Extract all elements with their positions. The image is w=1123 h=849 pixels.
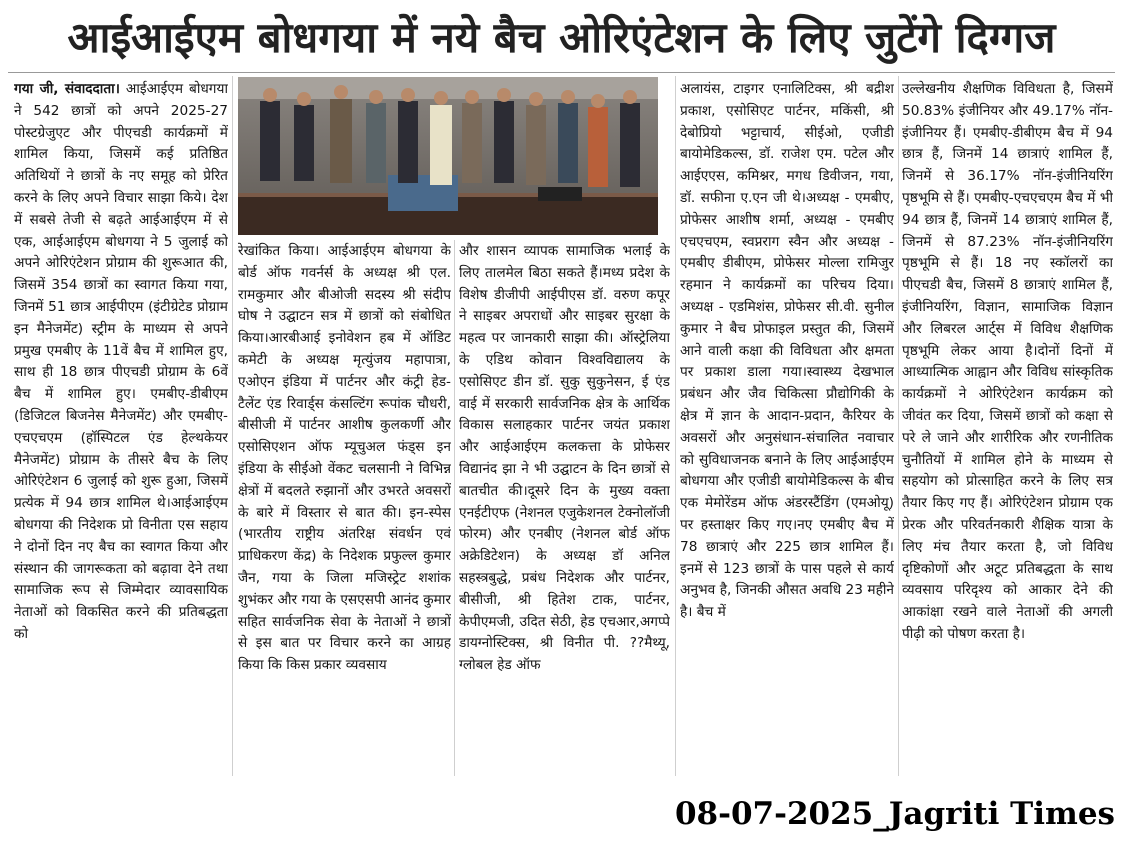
column-divider [675, 76, 676, 776]
article-column-4 [680, 79, 894, 777]
headline: आईआईएम बोधगया में नये बैच ओरिएंटेशन के लिए जुटेंगे दिग्गज [67, 13, 1056, 62]
article-text-4: अलायंस, टाइगर एनालिटिक्स, श्री बद्रीश प्रकाश, एसोसिएट पार्टनर, मकिंसी, श्री देबोप्रियो भट्टाचार्य, सीईओ, एजीडी बायोमेडिकल्स, डॉ. राजेश एम. पटेल और आईएएस, कमिश्नर, मगध डिवीजन, गया, डॉ. सफीना ए.एन जी थे।अध्यक्ष - एमबीए, प्रोफेसर आशीष शर्मा, अध्यक्ष - एमबीए एचएचएम, स्वप्नराग स्वैन और अध्यक्ष - एमबीए डीबीएम, प्रोफेसर मोल्ला रामिजुर रहमान ने कार्यक्रमों का परिचय दिया। अध्यक्ष - एडमिशंस, प्रोफेसर सी.वी. सुनील कुमार ने बैच प्रोफाइल प्रस्तुत की, जिसमें आने वाली कक्षा की विविधता और क्षमता पर प्रकाश डाला गया।स्वास्थ्य देखभाल प्रबंधन और जैव चिकित्सा प्रौद्योगिकी के क्षेत्र में ज्ञान के आदान-प्रदान, कैरियर के अवसरों और अनुसंधान-संचालित नवाचार को सुविधाजनक बनाने के लिए आईआईएम बोधगया और एजीडी बायोमेडिकल्स के बीच एक मेमोरेंडम ऑफ अंडरस्टैंडिंग (एमओयू) पर हस्ताक्षर किए गए।नए एमबीए बैच में 78 छात्राएं और 225 छात्र शामिल हैं। इनमें से 123 छात्रों के पास पहले से कार्य अनुभव है, जिनकी औसत अवधि 23 महीने है। बैच में [680, 81, 894, 621]
column-divider [898, 76, 899, 776]
article-column-5 [902, 79, 1113, 777]
article-text-1: आईआईएम बोधगया ने 542 छात्रों को अपने 2025-27 पोस्टग्रेजुएट और पीएचडी कार्यक्रमों में शामिल किया, जिसमें कई प्रतिष्ठित अतिथियों ने छात्रों के नए समूह को प्रेरित करने के लिए अपने विचार साझा किये। देश में सबसे तेजी से बढ़ते आईआईएम में से एक, आईआईएम बोधगया ने 5 जुलाई को अपने ओरिएंटेशन प्रोग्राम की शुरूआत की, जिसमें 354 छात्रों का स्वागत किया गया, जिनमें 51 छात्र आईपीएम (इंटीग्रेटेड प्रोग्राम इन मैनेजमेंट) स्ट्रीम के माध्यम से अपने प्रमुख एमबीए के 11वें बैच में शामिल हुए, साथ ही 18 छात्र पीएचडी प्रोग्राम के 6वें बैच में शामिल हुए। एमबीए-डीबीएम (डिजिटल बिजनेस मैनेजमेंट) और एमबीए-एचएचएम (हॉस्पिटल एंड हेल्थकेयर मैनेजमेंट) प्रोग्राम के तीसरे बैच के लिए ओरिएंटेशन 6 जुलाई को शुरू हुआ, जिसमें प्रत्येक में 94 छात्र शामिल थे।आईआईएम बोधगया की निदेशक प्रो विनीता एस सहाय ने दोनों दिन नए बैच का स्वागत किया और संस्थान की जागरूकता को बढ़ावा देने तथा सामाजिक रूप से जिम्मेदार व्यावसायिक नेताओं को विकसित करने की प्रतिबद्धता को [14, 81, 228, 642]
event-photo [238, 77, 658, 235]
source-credit: 08-07-2025_Jagriti Times [674, 796, 1115, 832]
article-column-1 [14, 79, 228, 777]
column-divider [454, 240, 455, 776]
article-text-5: उल्लेखनीय शैक्षणिक विविधता है, जिसमें 50.83% इंजीनियर और 49.17% नॉन-इंजीनियर हैं। एमबीए-डीबीएम बैच में 94 छात्र हैं, जिनमें 14 छात्राएं शामिल हैं, जिनमें से 36.17% नॉन-इंजीनियरिंग पृष्ठभूमि से हैं। एमबीए-एचएचएम बैच में भी 94 छात्र हैं, जिनमें 14 छात्राएं शामिल हैं, जिनमें से 87.23% नॉन-इंजीनियरिंग पृष्ठभूमि से हैं। 18 नए स्कॉलरों का पीएचडी बैच, जिसमें 8 छात्राएं शामिल हैं, इंजीनियरिंग, विज्ञान, सामाजिक विज्ञान और लिबरल आर्ट्स में विविध शैक्षणिक पृष्ठभूमि लेकर आया है।दोनों दिनों में आध्यात्मिक आह्वान और विविध सांस्कृतिक कार्यक्रमों ने ओरिएंटेशन कार्यक्रम को जीवंत कर दिया, जिसमें छात्रों को कक्षा से परे ले जाने और शारीरिक और रणनीतिक चुनौतियों में शामिल होने के माध्यम से सहयोग को प्रोत्साहित करने के लिए सत्र तैयार किए गए हैं। ओरिएंटेशन प्रोग्राम एक प्रेरक और परिवर्तनकारी शैक्षिक यात्रा के लिए मंच तैयार करता है, जो विविध दृष्टिकोणों और अटूट प्रतिबद्धता के साथ व्यवसाय परिदृश्य को आकार देने की आकांक्षा रखने वाले नेताओं की अगली पीढ़ी को पोषण करता है। [902, 81, 1113, 642]
article-text-2: रेखांकित किया। आईआईएम बोधगया के बोर्ड ऑफ गवर्नर्स के अध्यक्ष श्री एल. रामकुमार और बीओजी सदस्य श्री संदीप घोष ने उद्घाटन सत्र में छात्रों को संबोधित किया।आरबीआई इनोवेशन हब में ऑडिट कमेटी के अध्यक्ष मृत्युंजय महापात्रा, एओएन इंडिया में पार्टनर और कंट्री हेड-टैलेंट एंड रिवार्ड्स कंसल्टिंग रूपांक चौधरी, बीसीजी में पार्टनर आशीष कुलकर्णी और एसोसिएशन ऑफ म्यूचुअल फंड्स इन इंडिया के सीईओ वेंकट चलसानी ने विभिन्न क्षेत्रों में बदलते रुझानों और उभरते अवसरों के बारे में विस्तार से बात की। इन-स्पेस (भारतीय राष्ट्रीय अंतरिक्ष संवर्धन एवं प्राधिकरण केंद्र) के निदेशक प्रफुल्ल कुमार जैन, गया के जिला मजिस्ट्रेट शशांक शुभंकर और गया के एसएसपी आनंद कुमार सहित सार्वजनिक सेवा के नेताओं ने छात्रों से इस बात पर विचार करने का आग्रह किया कि किस प्रकार व्यवसाय [238, 243, 451, 674]
article-column-3 [459, 241, 670, 777]
article-column-2 [238, 241, 451, 777]
headline-rule [8, 72, 1115, 73]
article-text-3: और शासन व्यापक सामाजिक भलाई के लिए तालमेल बिठा सकते हैं।मध्य प्रदेश के विशेष डीजीपी आईपीएस डॉ. वरुण कपूर ने साइबर अपराधों और साइबर सुरक्षा के महत्व पर जानकारी साझा की। ऑस्ट्रेलिया के एडिथ कोवान विश्वविद्यालय के एसोसिएट डीन डॉ. सुकु सुकुनेसन, ई एंड वाई में सरकारी सार्वजनिक क्षेत्र के आर्थिक विकास सलाहकार पार्टनर जयंत प्रकाश और आईआईएम कलकत्ता के प्रोफेसर विद्यानंद झा ने भी उद्घाटन के दिन छात्रों से बातचीत की।दूसरे दिन के मुख्य वक्ता एनईटीएफ (नेशनल एजुकेशनल टेक्नोलॉजी फोरम) और एनबीए (नेशनल बोर्ड ऑफ अक्रेडिटेशन) के अध्यक्ष डॉ अनिल सहस्त्रबुद्धे, प्रबंध निदेशक और पार्टनर, बीसीजी, श्री हितेश टाक, पार्टनर, केपीएमजी, उदित सेठी, हेड एचआर,अगप्पे डायग्नोस्टिक्स, श्री विनीत पी. ??मैथ्यू, ग्लोबल हेड ऑफ [459, 243, 670, 674]
dateline: गया जी, संवाददाता। [14, 81, 120, 97]
column-divider [232, 76, 233, 776]
